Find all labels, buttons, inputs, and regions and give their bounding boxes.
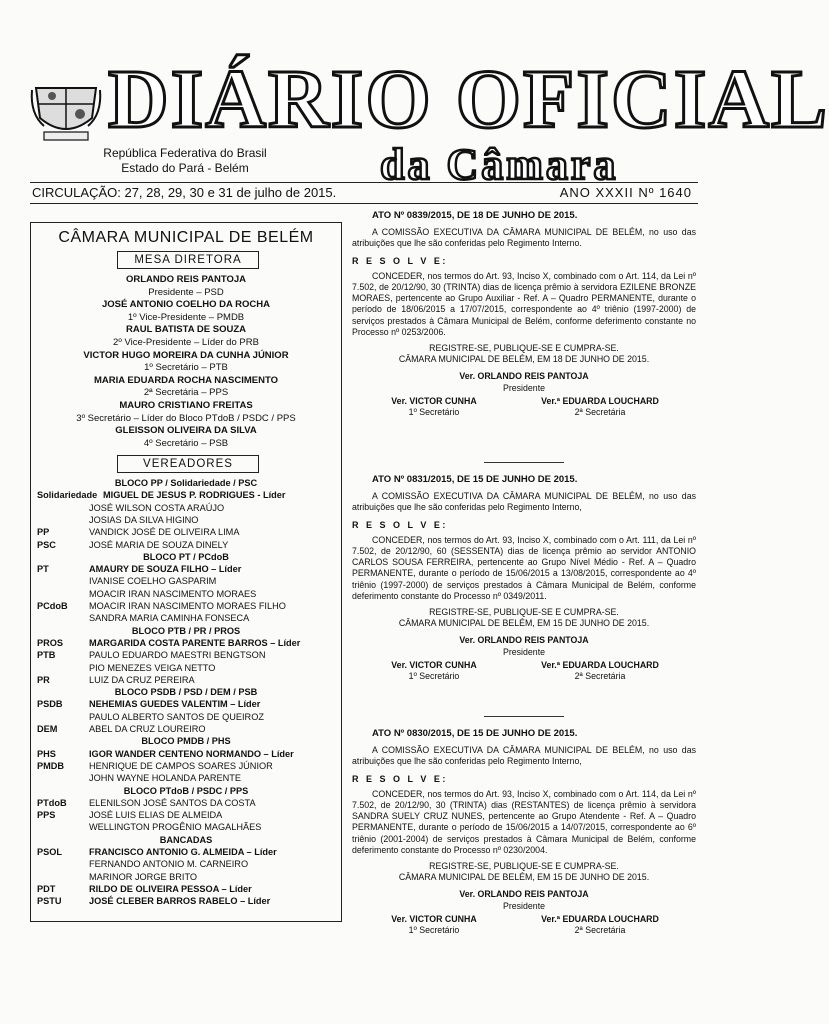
act-body: CONCEDER, nos termos do Art. 93, Inciso X, combinado com o Art. 114, da Lei nº 7.502, de 20/12/90, 30 (TRINTA) dias de licença prêmio à servidora EZILENE BRONZE MORAES, pertencente ao Grupo Auxiliar - Ref. A – Quadro PERMANENTE, durante o período de 18/06/2015 a 17/07/2015, correspondente ao 4º triênio (1997-2000) de serviços prestados à Câmara Municipal de Belém, conforme deferimento constante no Processo nº 0253/2006. [352,270,696,337]
act-block [352,210,696,420]
publisher-info [70,146,300,176]
act-heading: ATO Nº 0830/2015, DE 15 DE JUNHO DE 2015. [372,728,578,739]
act-registration-line-2: CÂMARA MUNICIPAL DE BELÉM, EM 15 DE JUNHO DE 2015. [398,618,650,629]
vereador-name: PIO MENEZES VEIGA NETTO [89,662,216,673]
mesa-diretora-header: MESA DIRETORA [117,251,259,269]
party-label: PP [37,527,50,538]
vereadores-header: VEREADORES [117,455,259,473]
vereador-name: MARGARIDA COSTA PARENTE BARROS – Líder [89,637,301,648]
party-label: PTdoB [37,797,67,808]
party-label: PTB [37,650,56,661]
publisher-line-2: Estado do Pará - Belém [121,161,249,175]
council-title: CÂMARA MUNICIPAL DE BELÉM [58,229,314,246]
mesa-member-name: GLEISSON OLIVEIRA DA SILVA [115,425,257,437]
party-label: PSOL [37,847,63,857]
second-secretary-signature [530,396,670,418]
vereador-name: MOACIR IRAN NASCIMENTO MORAES FILHO [89,601,286,611]
mesa-member-role: 1º Vice-Presidente – PMDB [127,311,245,323]
vereador-name: MARINOR JORGE BRITO [89,871,198,882]
act-separator [484,462,564,463]
act-registration-line-1: REGISTRE-SE, PUBLIQUE-SE E CUMPRA-SE. [429,343,619,354]
masthead-title: DIÁRIO OFICIAL [108,53,829,146]
vereador-name: ELENILSON JOSÉ SANTOS DA COSTA [89,797,256,808]
vereador-name: IGOR WANDER CENTENO NORMANDO – Líder [89,748,294,759]
masthead-subtitle: da Câmara [380,140,619,189]
act-body: CONCEDER, nos termos do Art. 93, Inciso X, combinado com o Art. 111, da Lei nº 7.502, de 20/12/90, 60 (SESSENTA) dias de licença prêmio ao servidor ANTONIO CARLOS SOUSA FERREIRA, pertencente ao Grupo Nível Médio - Ref. A – Quadro PERMANENTE, durante o período de 15/06/2015 a 13/08/2015, correspondente ao 4º triênio (1997-2000) de serviços prestados à Câmara Municipal de Belém, conforme deferimento constante do Processo nº 0349/2011. [352,534,696,601]
vereador-name: JOSÉ MARIA DE SOUZA DINELY [89,539,229,550]
bloco-name: BLOCO PSDB / PSD / DEM / PSB [114,687,258,698]
second-secretary-signature [530,660,670,682]
signature-name: Ver.ª EDUARDA LOUCHARD [541,659,659,670]
vereador-name: FERNANDO ANTONIO M. CARNEIRO [89,859,249,870]
party-label: PHS [37,748,56,759]
act-body: CONCEDER, nos termos do Art. 93, Inciso X, combinado com o Art. 114, da Lei nº 7.502, de 20/12/90, 30 (TRINTA) dias (RESTANTES) de licença prêmio à servidora SANDRA SUELY CRUZ NUNES, pertencente ao Grupo Atendente - Ref. A – Quadro PERMANENTE, durante o período de 15/06/2015 a 14/07/2015, correspondente ao 6º triênio (2001-2004) de serviços prestados à Câmara Municipal de Belém, conforme deferimento constante do Processo nº 0230/2004. [352,788,696,855]
mesa-member-name: ORLANDO REIS PANTOJA [126,274,246,285]
vereador-name: ABEL DA CRUZ LOUREIRO [89,724,206,734]
vereador-name: JOHN WAYNE HOLANDA PARENTE [89,773,241,784]
mesa-member-role: Presidente – PSD [148,286,224,298]
secretary-signatures [352,396,696,420]
party-label: PR [37,674,50,685]
second-secretary-signature [530,914,670,936]
bloco-name: BLOCO PMDB / PHS [141,736,231,747]
vereador-name: WELLINGTON PROGÊNIO MAGALHÃES [89,822,262,833]
act-registration-line-2: CÂMARA MUNICIPAL DE BELÉM, EM 18 DE JUNHO DE 2015. [398,354,650,365]
party-label: PCdoB [37,601,68,611]
act-heading: ATO Nº 0839/2015, DE 18 DE JUNHO DE 2015. [372,210,578,221]
coat-of-arms-icon [30,78,102,142]
mesa-member-role: 2º Vice-Presidente – Líder do PRB [113,337,259,348]
mesa-member-name: VICTOR HUGO MOREIRA DA CUNHA JÚNIOR [83,349,289,361]
signature-name: Ver. VICTOR CUNHA [391,395,477,406]
act-registration-line-2: CÂMARA MUNICIPAL DE BELÉM, EM 15 DE JUNHO DE 2015. [398,872,650,883]
signature-role: 2ª Secretária [574,407,626,418]
mesa-member-role: 1º Secretário – PTB [144,362,228,374]
signature-name: Ver. ORLANDO REIS PANTOJA [459,889,589,900]
signature-name: Ver. ORLANDO REIS PANTOJA [459,635,589,646]
signature-name: Ver. VICTOR CUNHA [391,659,477,670]
act-resolve: R E S O L V E: [352,519,448,530]
president-signature [352,635,696,657]
first-secretary-signature [364,396,504,418]
party-label: Solidariedade [37,490,98,501]
signature-role: 2ª Secretária [574,925,626,936]
vereador-name: JOSÉ CLEBER BARROS RABELO – Líder [89,896,271,907]
vereador-name: SANDRA MARIA CAMINHA FONSECA [89,613,250,624]
president-signature [352,889,696,911]
party-label: PMDB [37,760,65,771]
vereador-name: AMAURY DE SOUZA FILHO – Líder [89,564,242,575]
bloco-name: BLOCO PT / PCdoB [143,551,229,562]
mesa-member-name: RAUL BATISTA DE SOUZA [126,324,246,336]
vereador-name: VANDICK JOSÉ DE OLIVEIRA LIMA [89,527,240,538]
signature-role: Presidente [502,646,546,657]
party-label: PPS [37,810,56,821]
vereador-name: PAULO EDUARDO MAESTRI BENGTSON [89,650,266,661]
signature-name: Ver. ORLANDO REIS PANTOJA [459,371,589,382]
act-heading: ATO Nº 0831/2015, DE 15 DE JUNHO DE 2015. [372,474,578,485]
act-resolve: R E S O L V E: [352,773,448,784]
bloco-name: BLOCO PTdoB / PSDC / PPS [123,785,249,796]
act-registration [352,343,696,365]
party-label: PT [37,564,49,575]
vereador-name: JOSÉ LUIS ELIAS DE ALMEIDA [89,810,223,821]
act-intro: A COMISSÃO EXECUTIVA DA CÂMARA MUNICIPAL DE BELÉM, no uso das atribuições que lhe são conferidas pelo Regimento Interno. [352,227,696,249]
president-signature [352,371,696,393]
party-label: PROS [37,637,64,648]
vereador-name: JOSIAS DA SILVA HIGINO [89,514,199,525]
vereador-name: NEHEMIAS GUEDES VALENTIM – Líder [89,699,261,710]
party-label: PSTU [37,896,62,907]
publisher-line-1: República Federativa do Brasil [103,146,267,160]
act-intro: A COMISSÃO EXECUTIVA DA CÂMARA MUNICIPAL DE BELÉM, no uso das atribuições que lhe são conferidas pelo Regimento Interno, [352,745,696,767]
vereador-name: FRANCISCO ANTONIO G. ALMEIDA – Líder [89,847,277,857]
edition-number: ANO XXXII Nº 1640 [559,185,692,200]
act-separator [484,716,564,717]
act-registration-line-1: REGISTRE-SE, PUBLIQUE-SE E CUMPRA-SE. [429,861,619,872]
act-block [352,728,696,938]
party-label: DEM [37,724,58,734]
signature-name: Ver. VICTOR CUNHA [391,913,477,924]
signature-role: 1º Secretário [408,407,460,418]
party-label: PDT [37,883,56,894]
vereador-name: HENRIQUE DE CAMPOS SOARES JÚNIOR [89,760,273,771]
bloco-name: BANCADAS [159,834,213,845]
mesa-member-name: MAURO CRISTIANO FREITAS [119,400,253,411]
bloco-name: BLOCO PTB / PR / PROS [131,625,241,636]
signature-role: 1º Secretário [408,925,460,936]
act-registration [352,607,696,629]
acts-column [352,210,696,936]
party-label: PSDB [37,699,63,710]
vereador-name: JOSÉ WILSON COSTA ARAÚJO [89,502,225,513]
vereador-name: MIGUEL DE JESUS P. RODRIGUES - Líder [103,490,286,501]
party-label: PSC [37,539,56,550]
first-secretary-signature [364,660,504,682]
circulation-bar [30,182,698,204]
act-block [352,474,696,684]
vereador-name: RILDO DE OLIVEIRA PESSOA – Líder [89,883,252,894]
act-registration [352,861,696,883]
secretary-signatures [352,914,696,938]
council-directory-box [30,222,342,922]
vereador-name: IVANISE COELHO GASPARIM [89,576,217,587]
signature-name: Ver.ª EDUARDA LOUCHARD [541,395,659,406]
signature-role: Presidente [502,900,546,911]
mesa-member-role: 2ª Secretária – PPS [143,387,229,399]
bloco-name: BLOCO PP / Solidariedade / PSC [114,478,258,488]
mesa-member-role: 4º Secretário – PSB [143,437,229,449]
act-intro: A COMISSÃO EXECUTIVA DA CÂMARA MUNICIPAL DE BELÉM, no uso das atribuições que lhe são conferidas pelo Regimento Interno, [352,491,696,513]
signature-role: Presidente [502,382,546,393]
circulation-dates: CIRCULAÇÃO: 27, 28, 29, 30 e 31 de julho de 2015. [32,185,337,200]
mesa-member-name: MARIA EDUARDA ROCHA NASCIMENTO [93,374,279,386]
act-registration-line-1: REGISTRE-SE, PUBLIQUE-SE E CUMPRA-SE. [429,607,619,618]
vereador-name: LUIZ DA CRUZ PEREIRA [89,674,195,685]
secretary-signatures [352,660,696,684]
vereador-name: MOACIR IRAN NASCIMENTO MORAES [89,588,257,599]
mesa-member-name: JOSÉ ANTONIO COELHO DA ROCHA [101,299,271,311]
act-resolve: R E S O L V E: [352,255,448,266]
vereador-name: PAULO ALBERTO SANTOS DE QUEIROZ [89,711,264,722]
signature-role: 1º Secretário [408,671,460,682]
signature-role: 2ª Secretária [574,671,626,682]
first-secretary-signature [364,914,504,936]
mesa-member-role: 3º Secretário – Líder do Bloco PTdoB / PSDC / PPS [76,412,296,424]
signature-name: Ver.ª EDUARDA LOUCHARD [541,913,659,924]
